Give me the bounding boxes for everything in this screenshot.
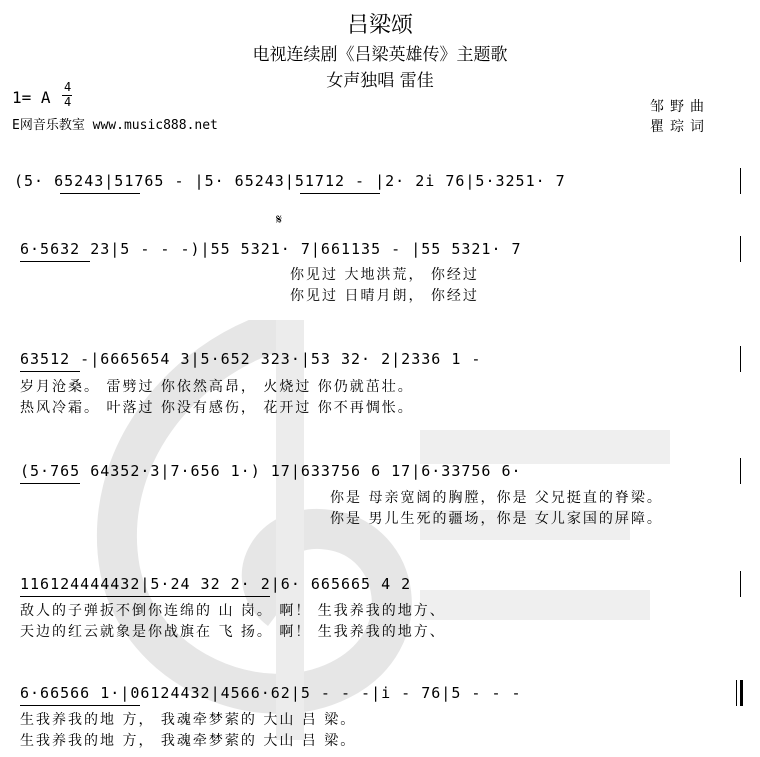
- lyrics-row-5-verse-2: 天边的红云就象是你战旗在 飞 扬。 啊！ 生我养我的地方、: [20, 624, 446, 640]
- lyrics-row-4-verse-1: 你是 母亲宽阔的胸膛，你是 父兄挺直的脊梁。: [330, 490, 663, 506]
- lyrics-row-2-verse-1: 你见过 大地洪荒， 你经过: [290, 267, 479, 283]
- time-signature-top: 4: [64, 80, 72, 94]
- segno-icon: 𝄋: [276, 212, 283, 228]
- lyrics-row-6-verse-2: 生我养我的地 方， 我魂牵梦萦的 大山 吕 梁。: [20, 733, 357, 749]
- lyrics-row-4-verse-2: 你是 男儿生死的疆场，你是 女儿家国的屏障。: [330, 511, 663, 527]
- time-signature-bottom: 4: [64, 95, 72, 109]
- notation-row-4: (5·765 64352·3|7·656 1·) 17|633756 6 17|6·33756 6·: [20, 462, 522, 480]
- notation-row-3: 63512 -|6665654 3|5·652 323·|53 32· 2|2336 1 -: [20, 350, 482, 368]
- lyrics-row-3-verse-1: 岁月沧桑。 雷劈过 你依然高昂， 火烧过 你仍就茁壮。: [20, 379, 414, 395]
- notation-row-5: 116124444432|5·24 32 2· 2|6· 665665 4 2: [20, 575, 412, 593]
- lyricist-credit: 瞿琮词: [650, 119, 710, 135]
- page-title: 吕梁颂: [346, 13, 413, 38]
- lyrics-row-2-verse-2: 你见过 日晴月朗， 你经过: [290, 288, 479, 304]
- key-signature: 1= A: [12, 88, 51, 107]
- subtitle: 电视连续剧《吕梁英雄传》主题歌: [252, 45, 508, 65]
- performer: 女声独唱 雷佳: [326, 71, 434, 91]
- notation-row-1: (5· 65243|51765 - |5· 65243|51712 - |2· 2i 76|5·3251· 7: [14, 172, 566, 190]
- lyrics-row-6-verse-1: 生我养我的地 方， 我魂牵梦萦的 大山 吕 梁。: [20, 712, 357, 728]
- source-credit: E网音乐教室 www.music888.net: [12, 118, 218, 133]
- lyrics-row-5-verse-1: 敌人的子弹扳不倒你连绵的 山 岗。 啊！ 生我养我的地方、: [20, 603, 446, 619]
- notation-row-2: 6·5632 23|5 - - -)|55 5321· 7|661135 - |55 5321· 7: [20, 240, 522, 258]
- notation-row-6: 6·66566 1·|06124432|4566·62|5 - - -|i - 76|5 - - -: [20, 684, 522, 702]
- lyrics-row-3-verse-2: 热风冷霜。 叶落过 你没有感伤， 花开过 你不再惆怅。: [20, 400, 414, 416]
- composer-credit: 邹野曲: [650, 99, 710, 115]
